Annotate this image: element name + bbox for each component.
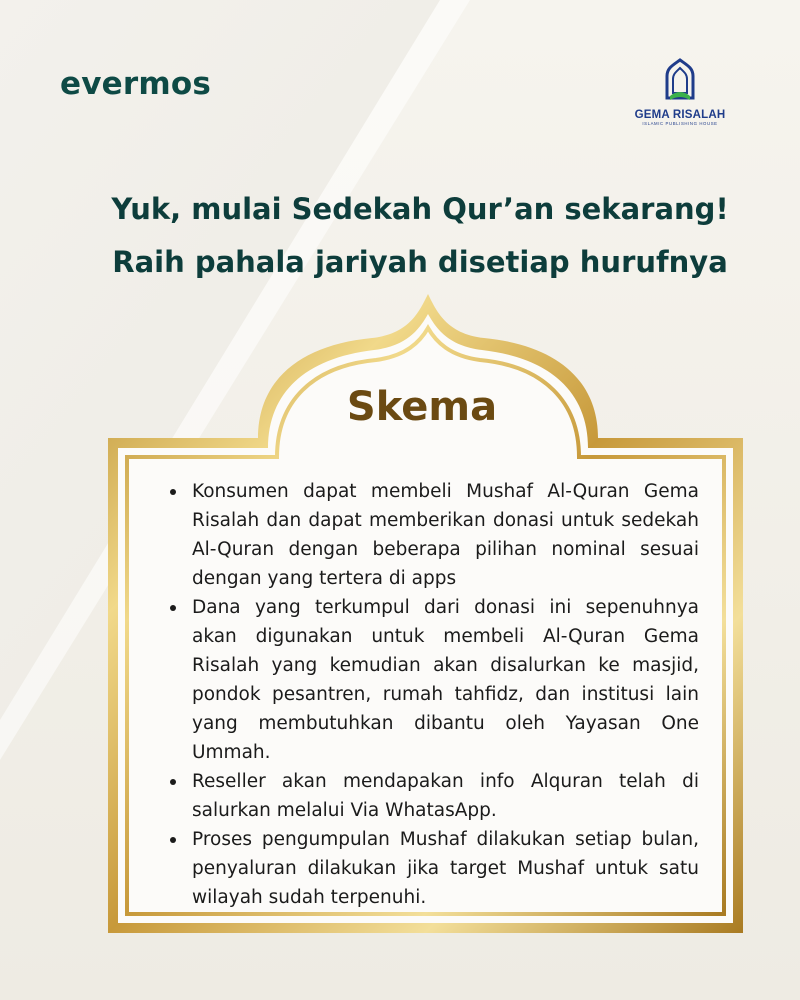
- publisher-name: GEMA RISALAH: [634, 109, 726, 121]
- bullet-icon: [170, 605, 176, 611]
- bullet-icon: [170, 837, 176, 843]
- list-item: [166, 477, 699, 593]
- publisher-tagline: ISLAMIC PUBLISHING HOUSE: [642, 121, 718, 126]
- bullet-icon: [170, 489, 176, 495]
- list-item-text: Konsumen dapat membeli Mushaf Al-Quran Gema Risalah dan dapat memberikan donasi untuk sedekah Al-Quran dengan beberapa pilihan nominal sesuai dengan yang tertera di apps: [192, 481, 699, 589]
- headline-line-1: Yuk, mulai Sedekah Qur’an sekarang!: [111, 192, 729, 226]
- scheme-list: [166, 477, 699, 912]
- list-item-text: Dana yang terkumpul dari donasi ini sepenuhnya akan digunakan untuk membeli Al-Quran Gema Risalah yang kemudian akan disalurkan ke masjid, pondok pesantren, rumah tahfidz, dan institusi lain yang membutuhkan dibantu oleh Yayasan One Ummah.: [192, 597, 699, 763]
- list-item-text: Proses pengumpulan Mushaf dilakukan setiap bulan, penyaluran dilakukan jika target Mushaf untuk satu wilayah sudah terpenuhi.: [192, 829, 699, 908]
- list-item: [166, 825, 699, 912]
- list-item-text: Reseller akan mendapakan info Alquran telah di salurkan melalui Via WhatasApp.: [192, 771, 699, 821]
- list-item: [166, 593, 699, 767]
- list-item: [166, 767, 699, 825]
- headline-line-2: Raih pahala jariyah disetiap hurufnya: [112, 245, 728, 279]
- panel-title: Skema: [346, 384, 498, 430]
- bullet-icon: [170, 779, 176, 785]
- evermos-logo: evermos: [60, 66, 211, 102]
